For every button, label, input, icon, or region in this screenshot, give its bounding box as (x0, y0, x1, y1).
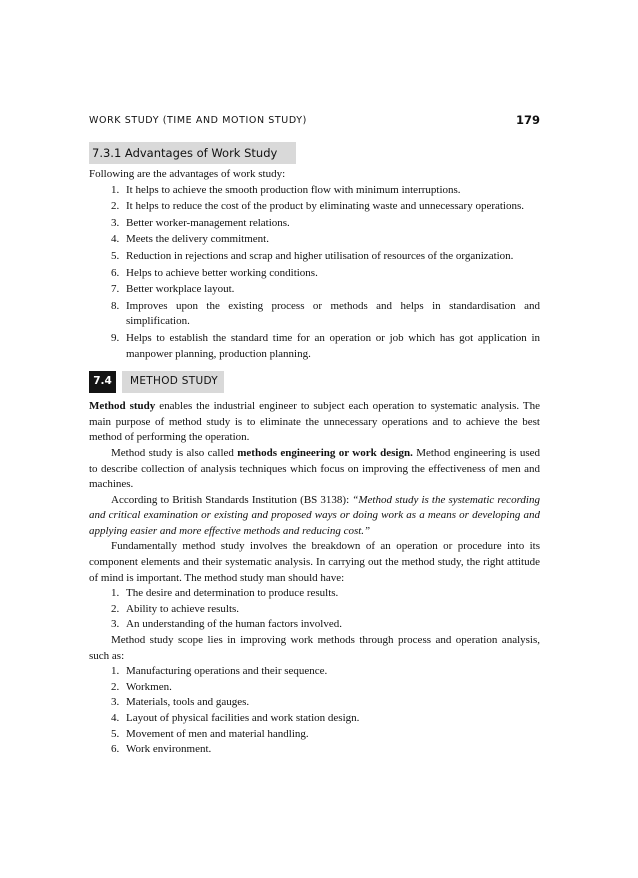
list-text: Improves upon the existing process or methods and helps in standardisation and simplification. (126, 299, 540, 328)
section-heading (89, 371, 540, 393)
advantages-intro: Following are the advantages of work study: (89, 168, 286, 180)
list-text: Better worker-management relations. (126, 216, 290, 229)
scope-list (89, 664, 540, 758)
list-item (89, 695, 540, 711)
list-number: 2. (111, 200, 120, 213)
list-item (89, 183, 540, 199)
page-number: 179 (515, 113, 540, 127)
body-text (89, 167, 540, 758)
list-item (89, 199, 540, 215)
list-number: 1. (111, 587, 120, 600)
list-item (89, 299, 540, 330)
list-number: 3. (111, 618, 120, 631)
definition-quote: “Method study is the systematic recording and critical examination or existing and proposed ways or doing work as a means or developing and applying easier and more effective methods and reducing cost.” (89, 493, 540, 537)
paragraph-text: Method study is also called (111, 446, 238, 459)
list-item (89, 586, 540, 602)
list-item (89, 711, 540, 727)
list-number: 9. (111, 331, 120, 344)
list-number: 2. (111, 680, 120, 693)
list-text: Work environment. (126, 743, 212, 756)
list-text: An understanding of the human factors involved. (126, 618, 342, 631)
list-item (89, 266, 540, 282)
paragraph-text: enables the industrial engineer to subject each operation to systematic analysis. The main purpose of method study is to eliminate the unnecessary operations and to achieve the best method of performing the operation. (89, 400, 540, 444)
paragraph (89, 446, 540, 493)
list-item (89, 216, 540, 232)
qualities-list (89, 586, 540, 633)
paragraph: Fundamentally method study involves the breakdown of an operation or procedure into its component elements and their systematic analysis. In carrying out the method study, the right attitude of mind is important. The method study man should have: (89, 540, 540, 584)
list-item (89, 249, 540, 265)
list-text: Workmen. (126, 680, 172, 693)
list-number: 1. (111, 665, 120, 678)
list-item (89, 680, 540, 696)
list-text: It helps to achieve the smooth production flow with minimum interruptions. (126, 183, 461, 196)
section-number-badge: 7.4 (89, 371, 116, 393)
list-number: 5. (111, 249, 120, 262)
list-text: Meets the delivery commitment. (126, 233, 269, 246)
list-item (89, 282, 540, 298)
bold-term: methods engineering or work design. (237, 446, 413, 459)
list-item (89, 742, 540, 758)
list-item (89, 617, 540, 633)
advantages-list (89, 183, 540, 363)
paragraph-text: According to British Standards Institution (BS 3138): (111, 493, 353, 506)
list-item (89, 727, 540, 743)
list-number: 6. (111, 266, 120, 279)
section-title: METHOD STUDY (122, 371, 224, 393)
list-text: It helps to reduce the cost of the product by eliminating waste and unnecessary operations. (126, 200, 525, 213)
subsection-heading: 7.3.1 Advantages of Work Study (89, 142, 296, 164)
list-number: 8. (111, 299, 120, 312)
list-number: 7. (111, 283, 120, 296)
list-text: Helps to establish the standard time for an operation or job which has got application in manpower planning, production planning. (126, 331, 540, 360)
paragraph (89, 399, 540, 446)
list-number: 1. (111, 183, 120, 196)
list-text: Materials, tools and gauges. (126, 696, 250, 709)
list-number: 6. (111, 743, 120, 756)
bold-term: Method study (89, 400, 156, 413)
list-item (89, 232, 540, 248)
paragraph (89, 493, 540, 540)
list-item (89, 602, 540, 618)
list-text: The desire and determination to produce results. (126, 587, 339, 600)
list-item (89, 664, 540, 680)
list-number: 3. (111, 216, 120, 229)
paragraph-text: Method engineering is used to describe collection of analysis techniques which focus on improving the effectiveness of men and machines. (89, 446, 540, 491)
list-text: Helps to achieve better working conditions. (126, 266, 318, 279)
list-number: 5. (111, 727, 120, 740)
list-text: Ability to achieve results. (126, 602, 240, 615)
list-number: 2. (111, 602, 120, 615)
list-text: Manufacturing operations and their sequence. (126, 665, 328, 678)
list-item (89, 331, 540, 362)
list-text: Reduction in rejections and scrap and higher utilisation of resources of the organization. (126, 249, 514, 262)
list-text: Better workplace layout. (126, 283, 235, 296)
list-number: 3. (111, 696, 120, 709)
paragraph: Method study scope lies in improving work methods through process and operation analysis, such as: (89, 634, 540, 662)
list-number: 4. (111, 712, 120, 724)
list-number: 4. (111, 233, 120, 246)
list-text: Movement of men and material handling. (126, 727, 309, 740)
running-head: WORK STUDY (TIME AND MOTION STUDY) (89, 115, 307, 126)
list-text: Layout of physical facilities and work station design. (126, 712, 360, 724)
